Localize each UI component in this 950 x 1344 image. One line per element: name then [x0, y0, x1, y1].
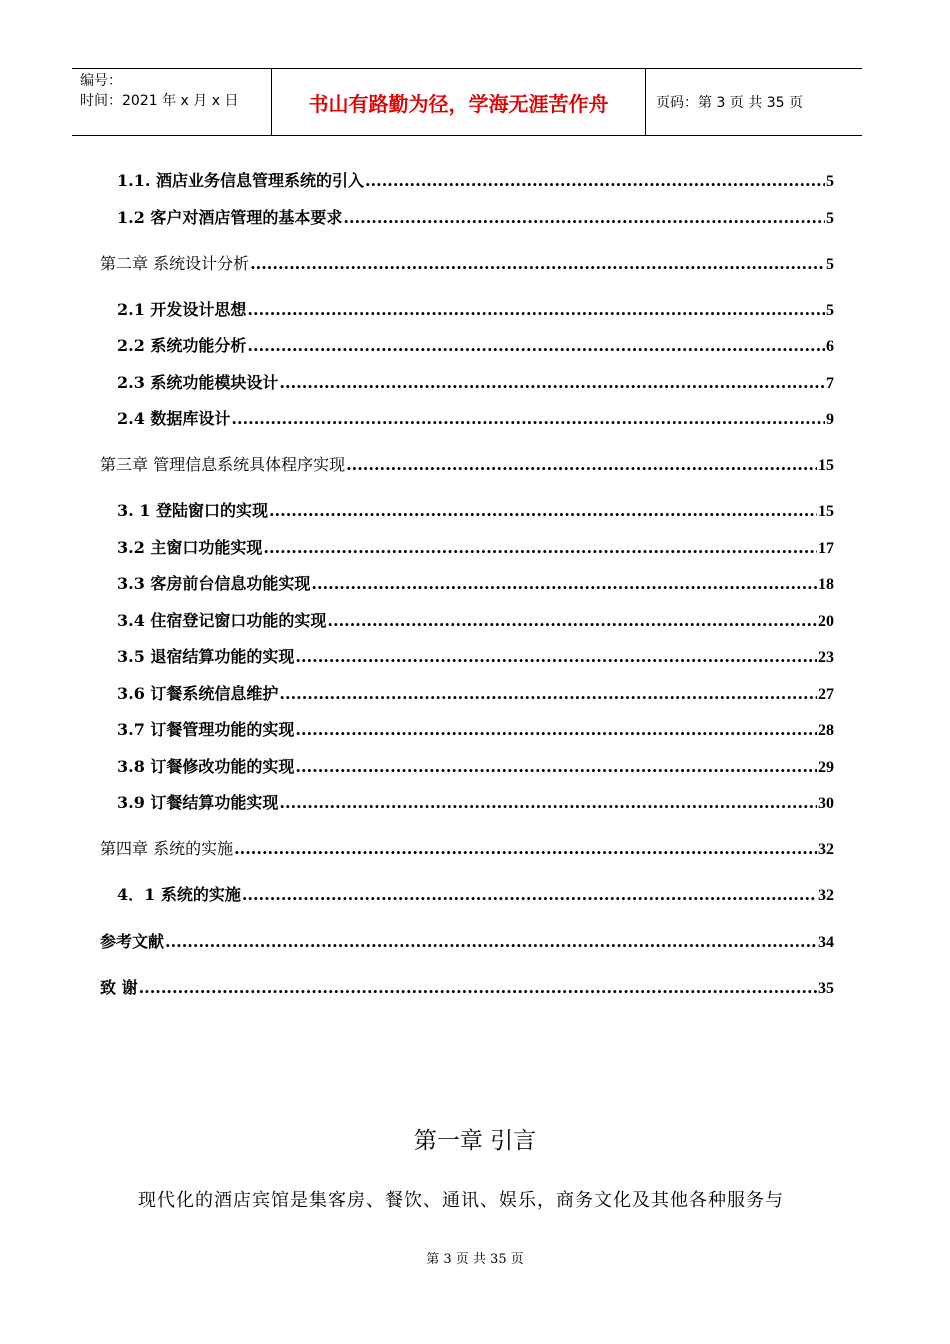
toc-entry-page: 5	[826, 210, 834, 227]
toc-entry-page: 28	[818, 722, 834, 739]
toc-entry-title: 2.1 开发设计思想	[117, 300, 247, 319]
toc-leader-dots	[234, 839, 817, 859]
toc-entry-title: 3.3 客房前台信息功能实现	[117, 574, 311, 593]
toc-entry-page: 20	[818, 613, 834, 630]
toc-entry[interactable]	[100, 932, 834, 953]
toc-leader-dots	[250, 254, 825, 274]
toc-entry-title: 致 谢	[100, 978, 138, 997]
toc-leader-dots	[247, 300, 825, 320]
toc-entry-page: 17	[818, 540, 834, 557]
toc-entry[interactable]	[100, 793, 834, 814]
toc-entry-page: 23	[818, 649, 834, 666]
toc-entry-title: 第二章 系统设计分析	[100, 254, 250, 273]
toc-leader-dots	[327, 611, 817, 631]
toc-entry-title: 参考文献	[100, 932, 165, 951]
toc-entry-title: 1.1. 酒店业务信息管理系统的引入	[117, 171, 364, 190]
body-paragraph: 现代化的酒店宾馆是集客房、餐饮、通讯、娱乐，商务文化及其他各种服务与	[138, 1190, 784, 1211]
toc-leader-dots	[263, 538, 817, 558]
toc-entry[interactable]	[100, 455, 834, 476]
header-time-label: 时间：2021 年 x 月 x 日	[80, 93, 239, 109]
page-header	[72, 68, 862, 136]
toc-leader-dots	[279, 373, 825, 393]
toc-entry-title: 3.2 主窗口功能实现	[117, 538, 263, 557]
toc-entry-title: 2.4 数据库设计	[117, 409, 231, 428]
toc-entry[interactable]	[100, 611, 834, 632]
toc-entry[interactable]	[100, 720, 834, 741]
toc-leader-dots	[279, 793, 817, 813]
toc-entry-page: 18	[818, 576, 834, 593]
toc-entry-page: 27	[818, 686, 834, 703]
toc-entry-title: 3.8 订餐修改功能的实现	[117, 757, 295, 776]
toc-entry-page: 9	[826, 411, 834, 428]
toc-entry-page: 5	[826, 256, 834, 273]
toc-entry-title: 4．1 系统的实施	[117, 885, 241, 904]
toc-entry[interactable]	[100, 885, 834, 906]
toc-leader-dots	[311, 574, 817, 594]
header-motto: 书山有路勤为径，学海无涯苦作舟	[272, 69, 646, 135]
toc-entry-title: 2.2 系统功能分析	[117, 336, 247, 355]
toc-entry-page: 32	[818, 887, 834, 904]
toc-entry[interactable]	[100, 574, 834, 595]
toc-leader-dots	[242, 885, 817, 905]
toc-leader-dots	[343, 208, 825, 228]
toc-entry-page: 6	[826, 338, 834, 355]
toc-entry-title: 3.5 退宿结算功能的实现	[117, 647, 295, 666]
toc-entry-page: 29	[818, 759, 834, 776]
toc-leader-dots	[346, 455, 817, 475]
toc-entry-page: 34	[818, 934, 834, 951]
toc-entry[interactable]	[100, 684, 834, 705]
toc-entry-title: 第四章 系统的实施	[100, 839, 234, 858]
toc-entry[interactable]	[100, 757, 834, 778]
toc-entry-title: 第三章 管理信息系统具体程序实现	[100, 455, 346, 474]
toc-leader-dots	[231, 409, 825, 429]
toc-entry-page: 32	[818, 841, 834, 858]
toc-entry[interactable]	[100, 501, 834, 522]
toc-entry-title: 3.9 订餐结算功能实现	[117, 793, 279, 812]
toc-leader-dots	[269, 501, 817, 521]
toc-leader-dots	[279, 684, 817, 704]
toc-entry-page: 30	[818, 795, 834, 812]
toc-entry-title: 3.7 订餐管理功能的实现	[117, 720, 295, 739]
toc-leader-dots	[247, 336, 825, 356]
toc-entry[interactable]	[100, 171, 834, 192]
toc-leader-dots	[139, 978, 817, 998]
toc-entry-title: 3.4 住宿登记窗口功能的实现	[117, 611, 327, 630]
toc-entry-title: 3.6 订餐系统信息维护	[117, 684, 279, 703]
toc-entry[interactable]	[100, 409, 834, 430]
header-meta	[72, 69, 272, 135]
toc-entry-title: 1.2 客户对酒店管理的基本要求	[117, 208, 343, 227]
toc-entry-page: 15	[818, 457, 834, 474]
toc-leader-dots	[295, 757, 817, 777]
toc-entry[interactable]	[100, 538, 834, 559]
toc-entry-page: 35	[818, 980, 834, 997]
toc-entry[interactable]	[100, 839, 834, 860]
toc-entry-page: 15	[818, 503, 834, 520]
toc-entry-page: 5	[826, 173, 834, 190]
toc-entry-title: 2.3 系统功能模块设计	[117, 373, 279, 392]
toc-leader-dots	[165, 932, 817, 952]
header-number-label: 编号：	[80, 73, 122, 89]
toc-entry-page: 5	[826, 302, 834, 319]
toc-entry[interactable]	[100, 254, 834, 275]
toc-leader-dots	[365, 171, 825, 191]
toc-entry-title: 3. 1 登陆窗口的实现	[117, 501, 268, 520]
toc-entry[interactable]	[100, 208, 834, 229]
page-footer: 第 3 页 共 35 页	[426, 1252, 524, 1267]
toc-entry[interactable]	[100, 373, 834, 394]
toc-entry[interactable]	[100, 647, 834, 668]
chapter-title: 第一章 引言	[413, 1128, 537, 1154]
toc-entry[interactable]	[100, 336, 834, 357]
toc-leader-dots	[295, 647, 817, 667]
toc-entry[interactable]	[100, 978, 834, 999]
toc-entry-page: 7	[826, 375, 834, 392]
toc-leader-dots	[295, 720, 817, 740]
header-page-info: 页码：第 3 页 共 35 页	[656, 95, 803, 111]
toc-entry[interactable]	[100, 300, 834, 321]
